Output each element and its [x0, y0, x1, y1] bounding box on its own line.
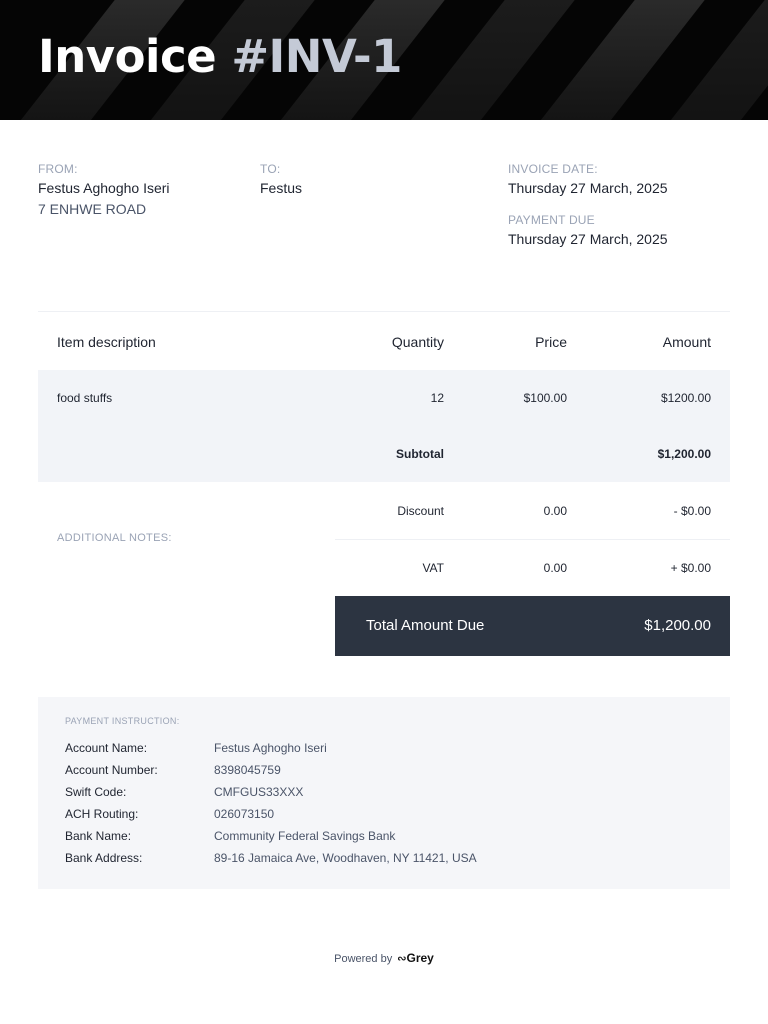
item-price: $100.00 — [523, 391, 567, 405]
from-section — [38, 162, 170, 217]
discount-value: - $0.00 — [673, 504, 711, 518]
invoice-date: Thursday 27 March, 2025 — [508, 180, 668, 196]
column-header-description: Item description — [57, 334, 156, 350]
grey-logo-icon: ∾ — [397, 953, 407, 965]
from-label: FROM: — [38, 162, 78, 176]
from-address: 7 ENHWE ROAD — [38, 201, 147, 217]
bank-name-key: Bank Name: — [65, 829, 132, 843]
powered-by-footer — [0, 951, 768, 965]
bank-address-key: Bank Address: — [65, 851, 143, 865]
payment-due-label: PAYMENT DUE — [508, 213, 595, 227]
vat-value: + $0.00 — [670, 561, 711, 575]
swift-code-key: Swift Code: — [65, 785, 127, 799]
invoice-date-label: INVOICE DATE: — [508, 162, 598, 176]
ach-routing-key: ACH Routing: — [65, 807, 139, 821]
payment-instruction-heading: PAYMENT INSTRUCTION: — [65, 716, 180, 726]
brand-name: Grey — [406, 951, 434, 965]
invoice-title — [38, 30, 402, 83]
account-name-key: Account Name: — [65, 741, 148, 755]
column-header-amount: Amount — [662, 334, 711, 350]
bank-name-value: Community Federal Savings Bank — [214, 829, 396, 843]
invoice-title-word: Invoice — [38, 30, 217, 83]
account-name-value: Festus Aghogho Iseri — [214, 741, 327, 755]
summary-divider — [335, 539, 730, 540]
account-number-value: 8398045759 — [214, 763, 281, 777]
total-amount-due-box — [335, 596, 730, 656]
to-label: TO: — [260, 162, 281, 176]
item-amount: $1200.00 — [660, 391, 711, 405]
subtotal-label: Subtotal — [396, 447, 444, 461]
invoice-header-banner — [0, 0, 768, 120]
column-header-price: Price — [535, 334, 567, 350]
payment-instruction-panel — [38, 697, 730, 889]
subtotal-value: $1,200.00 — [657, 447, 711, 461]
discount-rate: 0.00 — [543, 504, 567, 518]
to-section — [260, 162, 302, 196]
from-name: Festus Aghogho Iseri — [38, 180, 170, 196]
dates-section — [508, 162, 668, 247]
vat-label: VAT — [422, 561, 444, 575]
ach-routing-value: 026073150 — [214, 807, 275, 821]
invoice-number: #INV-1 — [231, 30, 402, 83]
swift-code-value: CMFGUS33XXX — [214, 785, 304, 799]
payment-due-date: Thursday 27 March, 2025 — [508, 231, 668, 247]
to-name: Festus — [260, 180, 303, 196]
bank-address-value: 89-16 Jamaica Ave, Woodhaven, NY 11421, USA — [214, 851, 477, 865]
vat-rate: 0.00 — [543, 561, 567, 575]
section-divider — [38, 311, 730, 312]
item-description: food stuffs — [57, 391, 113, 405]
account-number-key: Account Number: — [65, 763, 158, 777]
column-header-quantity: Quantity — [391, 334, 444, 350]
powered-by-text: Powered by — [334, 953, 393, 965]
total-label: Total Amount Due — [366, 617, 485, 634]
discount-label: Discount — [397, 504, 444, 518]
item-quantity: 12 — [430, 391, 444, 405]
additional-notes-label: ADDITIONAL NOTES: — [57, 532, 172, 544]
total-value: $1,200.00 — [644, 617, 711, 634]
